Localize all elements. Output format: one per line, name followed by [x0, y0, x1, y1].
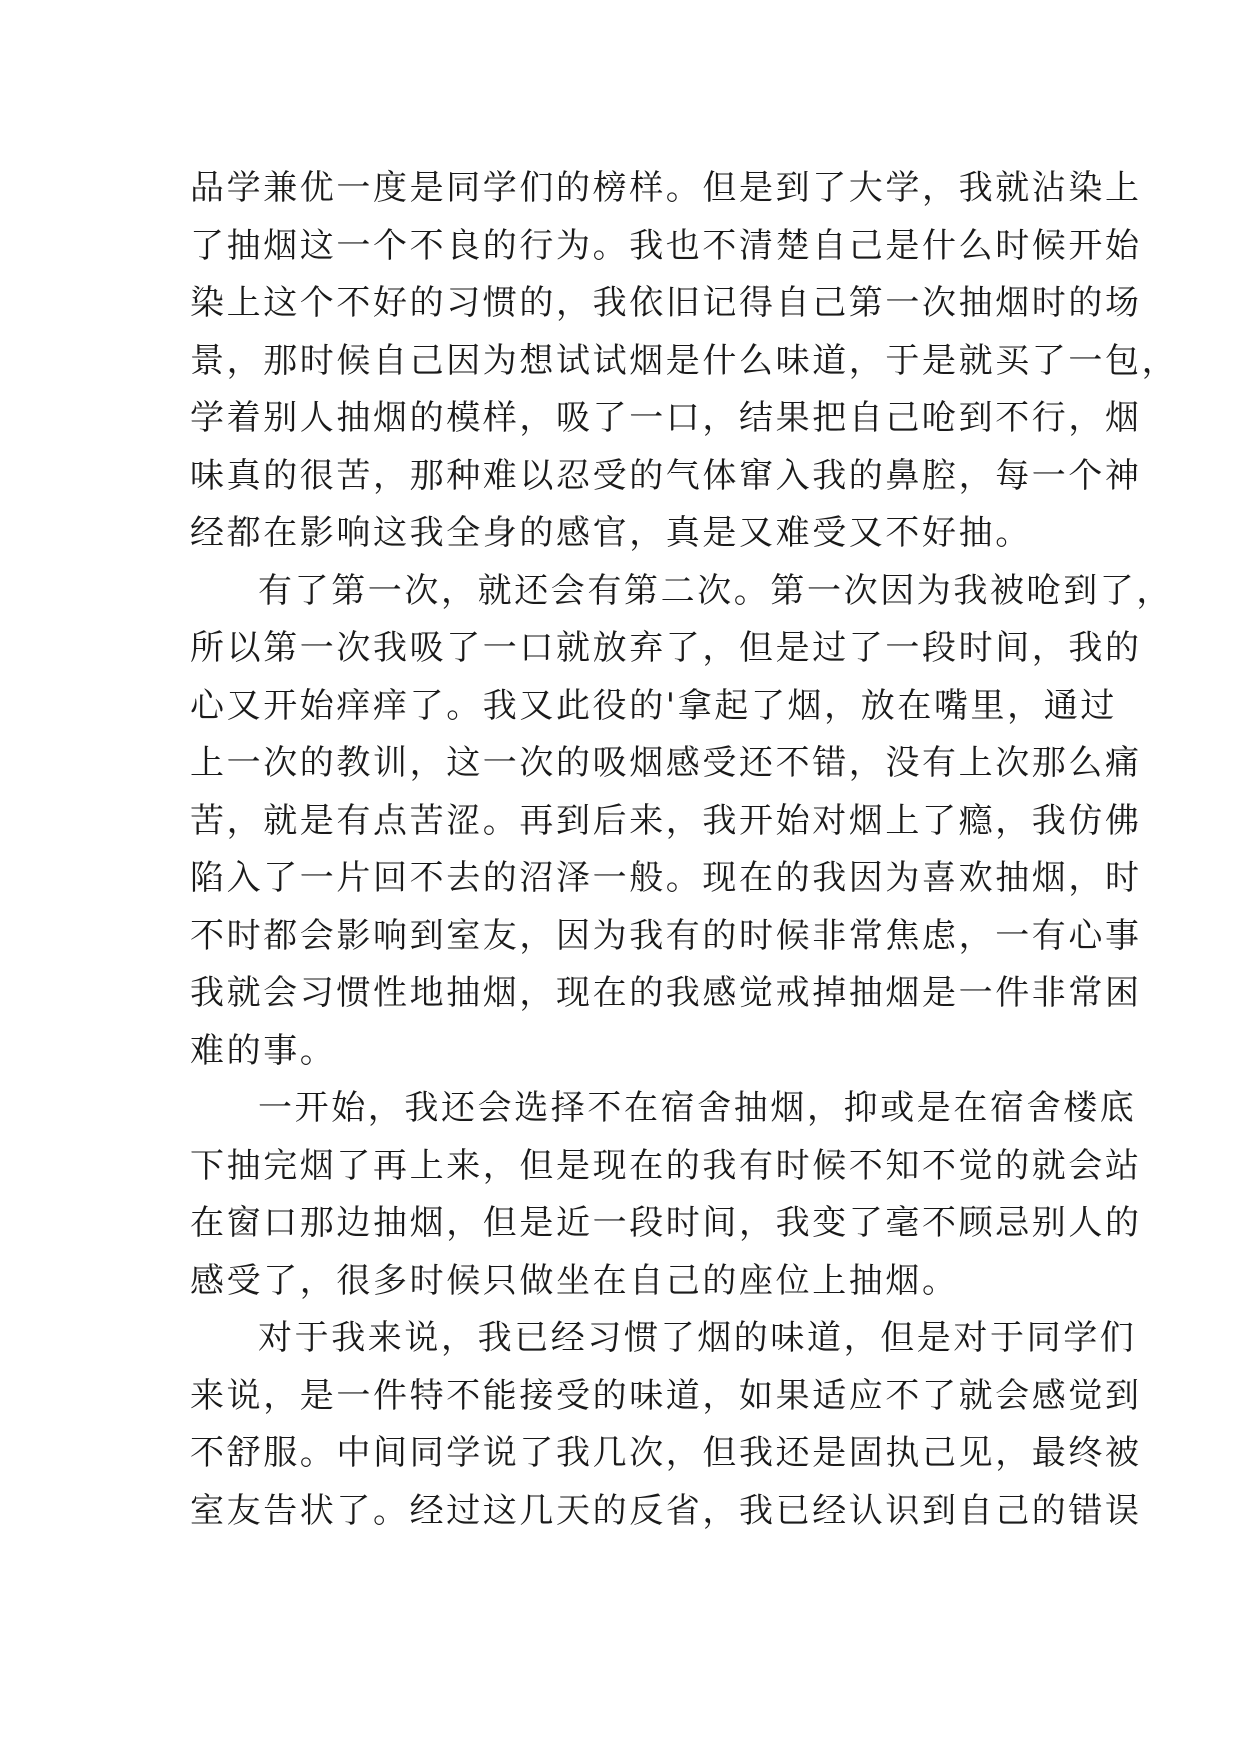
text-line: 有了第一次，就还会有第二次。第一次因为我被呛到了，: [258, 570, 1173, 611]
text-line: 不时都会影响到室友，因为我有的时候非常焦虑，一有心事: [190, 915, 1142, 956]
text-line: 味真的很苦，那种难以忍受的气体窜入我的鼻腔，每一个神: [190, 455, 1142, 496]
text-line: 在窗口那边抽烟，但是近一段时间，我变了毫不顾忌别人的: [190, 1203, 1142, 1243]
text-line: 学着别人抽烟的模样，吸了一口，结果把自己呛到不行，烟: [190, 398, 1142, 438]
text-line: 景，那时候自己因为想试试烟是什么味道，于是就买了一包，: [190, 340, 1179, 381]
text-line: 苦，就是有点苦涩。再到后来，我开始对烟上了瘾，我仿佛: [190, 800, 1142, 841]
text-line: 来说，是一件特不能接受的味道，如果适应不了就会感觉到: [190, 1375, 1142, 1416]
text-line: 经都在影响这我全身的感官，真是又难受又不好抽。: [190, 513, 1032, 553]
text-line: 所以第一次我吸了一口就放弃了，但是过了一段时间，我的: [190, 628, 1142, 668]
text-line: 了抽烟这一个不良的行为。我也不清楚自己是什么时候开始: [190, 225, 1142, 266]
text-line: 下抽完烟了再上来，但是现在的我有时候不知不觉的就会站: [190, 1145, 1142, 1186]
text-line: 不舒服。中间同学说了我几次，但我还是固执己见，最终被: [190, 1433, 1142, 1473]
paragraph-1: [190, 160, 1179, 563]
text-line: 染上这个不好的习惯的，我依旧记得自己第一次抽烟时的场: [190, 283, 1142, 323]
text-line: 对于我来说，我已经习惯了烟的味道，但是对于同学们: [258, 1318, 1137, 1358]
text-line: 感受了，很多时候只做坐在自己的座位上抽烟。: [190, 1260, 959, 1301]
text-line: 室友告状了。经过这几天的反省，我已经认识到自己的错误: [190, 1490, 1142, 1531]
text-line: 品学兼优一度是同学们的榜样。但是到了大学，我就沾染上: [190, 168, 1142, 208]
text-line: 难的事。: [190, 1030, 337, 1071]
text-line: 心又开始痒痒了。我又此役的'拿起了烟，放在嘴里，通过: [190, 685, 1117, 726]
paragraph-2: [190, 563, 1173, 1081]
text-line: 一开始，我还会选择不在宿舍抽烟，抑或是在宿舍楼底: [258, 1088, 1137, 1128]
text-line: 我就会习惯性地抽烟，现在的我感觉戒掉抽烟是一件非常困: [190, 973, 1142, 1013]
text-line: 陷入了一片回不去的沼泽一般。现在的我因为喜欢抽烟，时: [190, 858, 1142, 898]
document-body: [190, 160, 1179, 1540]
paragraph-3: [190, 1080, 1142, 1310]
text-line: 上一次的教训，这一次的吸烟感受还不错，没有上次那么痛: [190, 743, 1142, 783]
paragraph-4: [190, 1310, 1142, 1540]
